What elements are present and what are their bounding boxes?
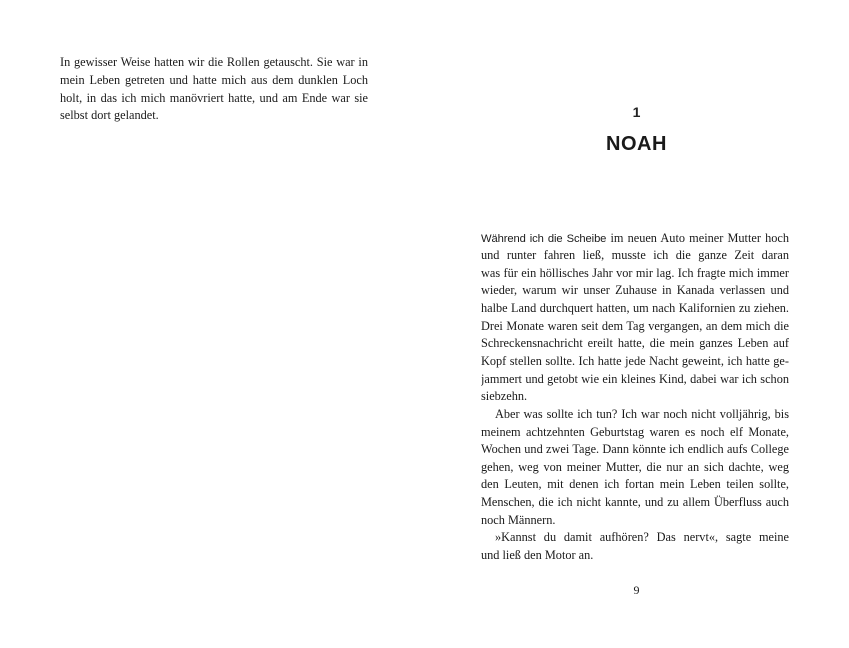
text-line: holt, in das ich mich manövriert hatte, und am Ende war sie <box>60 91 368 105</box>
text-line: Drei Monate waren seit dem Tag vergangen, an dem mich die <box>481 319 789 333</box>
text-line: Menschen, die ich nicht kannte, und zu allem Überfluss auch <box>481 495 789 509</box>
text-line: Kopf stellen sollte. Ich hatte jede Nacht geweint, ich hatte ge- <box>481 354 789 368</box>
text-line: Schreckensnachricht ereilt hatte, die mein ganzes Leben auf <box>481 336 789 350</box>
text-line: was für ein höllisches Jahr vor mir lag. Ich fragte mich immer <box>481 266 789 280</box>
text-line: selbst dort gelandet. <box>60 108 159 122</box>
text-line: Aber was sollte ich tun? Ich war noch nicht volljährig, bis <box>495 407 789 421</box>
text-line-first <box>481 230 789 248</box>
text-line: meinem achtzehnten Geburtstag waren es noch elf Monate, <box>481 425 789 439</box>
text-line: den Leuten, mit denen ich fortan mein Leben teilen sollte, <box>481 477 789 491</box>
text-line: und runter fahren ließ, musste ich die ganze Zeit daran <box>481 248 789 262</box>
chapter-number: 1 <box>632 104 641 120</box>
text-line: In gewisser Weise hatten wir die Rollen getauscht. Sie war in <box>60 55 368 69</box>
text-line: »Kannst du damit aufhören? Das nervt«, sagte meine <box>495 530 789 544</box>
right-page <box>424 0 849 648</box>
text-line: noch Männern. <box>481 513 556 527</box>
text-line: jammert und getobt wie ein kleines Kind, dabei war ich schon <box>481 372 789 386</box>
first-line-rest: im neuen Auto meiner Mutter hoch <box>606 231 789 245</box>
text-line: halbe Land durchquert hatten, um nach Kalifornien zu ziehen. <box>481 301 789 315</box>
opening-words: Während ich die Scheibe <box>481 233 607 245</box>
text-line: siebzehn. <box>481 389 528 403</box>
page-number: 9 <box>633 583 640 597</box>
left-page <box>0 0 424 648</box>
text-line: wieder, warum wir unser Zuhause in Kanada verlassen und <box>481 283 789 297</box>
text-line: mein Leben getreten und hatte mich aus dem dunklen Loch <box>60 73 368 87</box>
text-line: und ließ den Motor an. <box>481 548 594 562</box>
text-line: Wochen und zwei Tage. Dann könnte ich endlich aufs College <box>481 442 789 456</box>
text-line: gehen, weg von meiner Mutter, die nur an sich dachte, weg <box>481 460 789 474</box>
chapter-title: NOAH <box>606 133 667 155</box>
